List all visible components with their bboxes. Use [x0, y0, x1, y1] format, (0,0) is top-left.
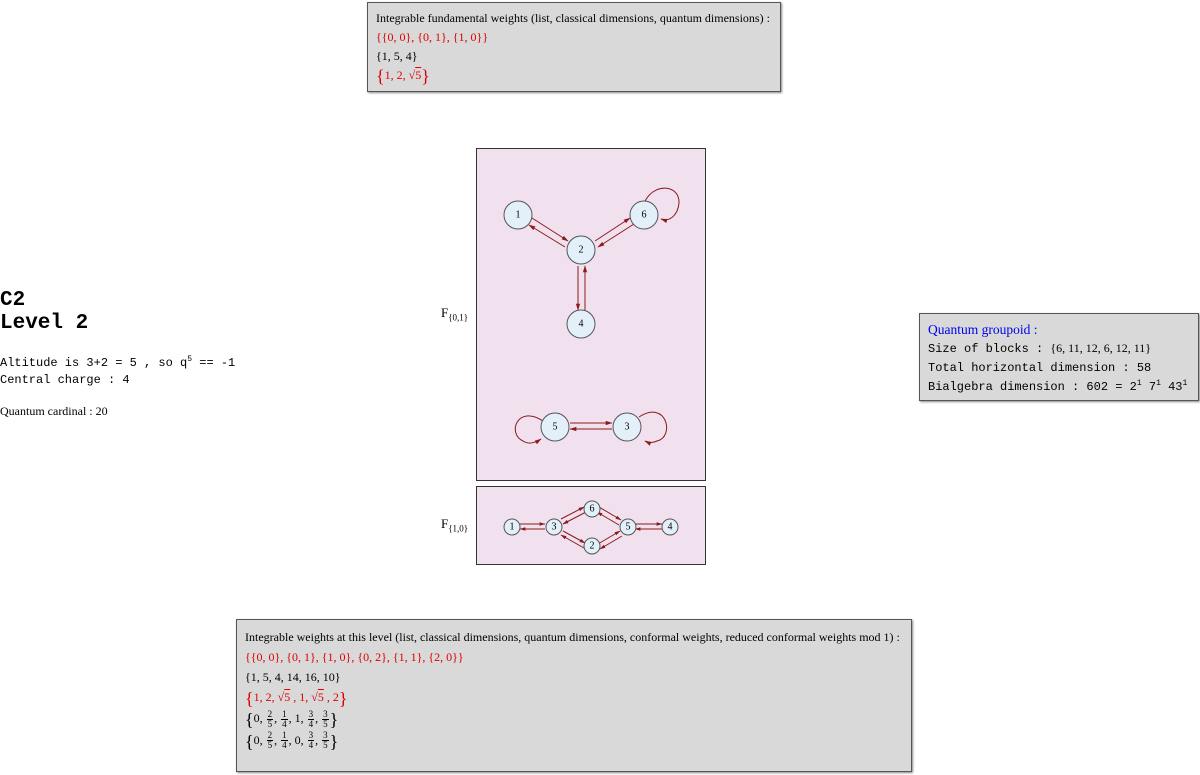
fusion-graph-top-svg	[477, 149, 705, 480]
altitude-text: Altitude is 3+2 = 5 , so q	[0, 356, 188, 370]
bnode-1	[504, 519, 520, 535]
bnode-4	[662, 519, 678, 535]
integrable-weights-title: Integrable weights at this level (list, classical dimensions, quantum dimensions, conformal weights, reduced conformal weights mod 1) :	[245, 630, 900, 644]
block-sizes-value: {6, 11, 12, 6, 12, 11}	[1050, 341, 1152, 355]
bnode-1-label: 1	[509, 521, 515, 533]
block-sizes	[928, 339, 1190, 359]
fundamental-weights-title: Integrable fundamental weights (list, classical dimensions, quantum dimensions) :	[376, 11, 770, 25]
quantum-groupoid-box	[919, 313, 1199, 401]
bialgebra-exp-1: 1	[1136, 379, 1142, 388]
bnode-3	[546, 519, 562, 535]
edge-3-loop	[639, 412, 667, 442]
node-1	[504, 201, 532, 229]
fusion-graph-bottom-svg	[477, 487, 705, 564]
reduced-value-0: 0	[253, 732, 260, 747]
integrable-weights-box	[236, 619, 912, 772]
bedge-5-6	[597, 512, 619, 525]
fundamental-weights-list: {{0, 0}, {0, 1}, {1, 0}}	[376, 30, 489, 44]
bialgebra-exp-3: 1	[1182, 379, 1188, 388]
bialgebra-base-3: 43	[1160, 380, 1183, 394]
bnode-4-label: 4	[667, 521, 673, 533]
bialgebra-base-2: 7	[1141, 380, 1157, 394]
iq-part-b: , 1,	[290, 690, 312, 704]
node-3-label: 3	[624, 421, 630, 433]
iq-part-c: , 2	[323, 690, 339, 704]
bedge-6-5	[599, 507, 621, 520]
bedge-2-5	[598, 531, 620, 544]
bedge-6-3	[563, 512, 586, 524]
edge-5-loop	[515, 416, 543, 443]
graph-label-top-f: F	[441, 305, 449, 320]
bedge-3-6	[561, 507, 584, 519]
bnode-3-label: 3	[551, 521, 557, 533]
central-charge: Central charge : 4	[0, 373, 130, 387]
bedge-2-3	[561, 535, 584, 548]
fusion-graph-top	[476, 148, 706, 481]
altitude-value: -1	[220, 356, 236, 370]
fundamental-weights-box	[367, 2, 781, 92]
reduced-value-2: $\frac{1}{4}$	[282, 730, 287, 751]
iq-part-a: 1, 2,	[253, 690, 278, 704]
conformal-weights: {0, $\frac{2}{5}$ , $\frac{1}{4}$ , 1, $\frac{3}{4}$ , $\frac{3}{5}$ }	[245, 709, 339, 730]
quantum-cardinal: Quantum cardinal : 20	[0, 404, 108, 418]
node-2	[567, 236, 595, 264]
graph-label-top-sub: {0,1}	[448, 312, 469, 323]
conformal-value-4: $\frac{3}{4}$	[308, 709, 314, 729]
title-algebra: C2	[0, 289, 26, 312]
iq-sqrt-1: 5	[284, 690, 291, 704]
altitude-line	[0, 355, 235, 372]
conformal-value-0: 0	[253, 711, 260, 726]
quantum-dims-prefix: 1, 2,	[384, 68, 409, 82]
bedge-3-2	[563, 531, 585, 543]
graph-label-bottom-sub: {1,0}	[448, 523, 469, 534]
fusion-graph-bottom	[476, 486, 706, 565]
integrable-quantum-dims: {1, 2, √5 , 1, √5 , 2}	[245, 688, 348, 709]
fundamental-classical-dims: {1, 5, 4}	[376, 49, 418, 63]
reduced-value-3: 0	[294, 732, 301, 747]
quantum-dims-sqrt: 5	[415, 68, 422, 82]
bedge-5-2	[600, 536, 622, 549]
bnode-6	[584, 501, 600, 517]
bnode-2-label: 2	[589, 540, 595, 552]
node-5	[541, 413, 569, 441]
title-level: Level 2	[0, 312, 89, 335]
bnode-5-label: 5	[625, 521, 631, 533]
graph-label-bottom	[441, 516, 468, 534]
total-horizontal-dimension: Total horizontal dimension : 58	[928, 361, 1152, 375]
reduced-value-1: $\frac{2}{5}$	[267, 730, 273, 751]
conformal-value-2: $\frac{1}{4}$	[282, 709, 287, 729]
bialgebra-exp-2: 1	[1156, 379, 1161, 388]
node-5-label: 5	[552, 421, 558, 433]
reduced-value-4: $\frac{3}{4}$	[308, 730, 314, 751]
node-6-label: 6	[641, 209, 647, 221]
quantum-groupoid-title: Quantum groupoid :	[928, 322, 1038, 337]
left-info	[0, 355, 235, 389]
conformal-value-1: $\frac{2}{5}$	[267, 709, 273, 729]
graph-label-top	[441, 305, 468, 323]
iq-sqrt-2: 5	[317, 690, 324, 704]
reduced-value-5: $\frac{3}{5}$	[323, 730, 328, 751]
page-title	[0, 289, 88, 335]
bnode-2	[584, 538, 600, 554]
node-3	[613, 413, 641, 441]
block-sizes-label: Size of blocks :	[928, 342, 1051, 356]
node-2-label: 2	[578, 244, 584, 256]
conformal-value-3: 1	[294, 711, 301, 726]
node-6	[630, 201, 658, 229]
conformal-value-5: $\frac{3}{5}$	[323, 709, 328, 729]
altitude-exp: 5	[187, 355, 193, 364]
bialgebra-prefix: Bialgebra dimension : 602 = 2	[928, 380, 1137, 394]
fundamental-quantum-dims: {1, 2, √5}	[376, 65, 430, 86]
graph-label-bottom-f: F	[441, 516, 449, 531]
node-4	[567, 310, 595, 338]
node-4-label: 4	[578, 318, 584, 330]
bialgebra-dimension	[928, 378, 1190, 397]
integrable-classical-dims: {1, 5, 4, 14, 16, 10}	[245, 670, 341, 684]
node-1-label: 1	[515, 209, 521, 221]
bnode-6-label: 6	[589, 503, 595, 515]
reduced-conformal-weights: {0, $\frac{2}{5}$ , $\frac{1}{4}$ , 0, $\frac{3}{4}$ , $\frac{3}{5}$ }	[245, 730, 339, 751]
integrable-weights-list: {{0, 0}, {0, 1}, {1, 0}, {0, 2}, {1, 1}, {2, 0}}	[245, 650, 464, 664]
bnode-5	[620, 519, 636, 535]
altitude-eq: ==	[192, 356, 221, 370]
